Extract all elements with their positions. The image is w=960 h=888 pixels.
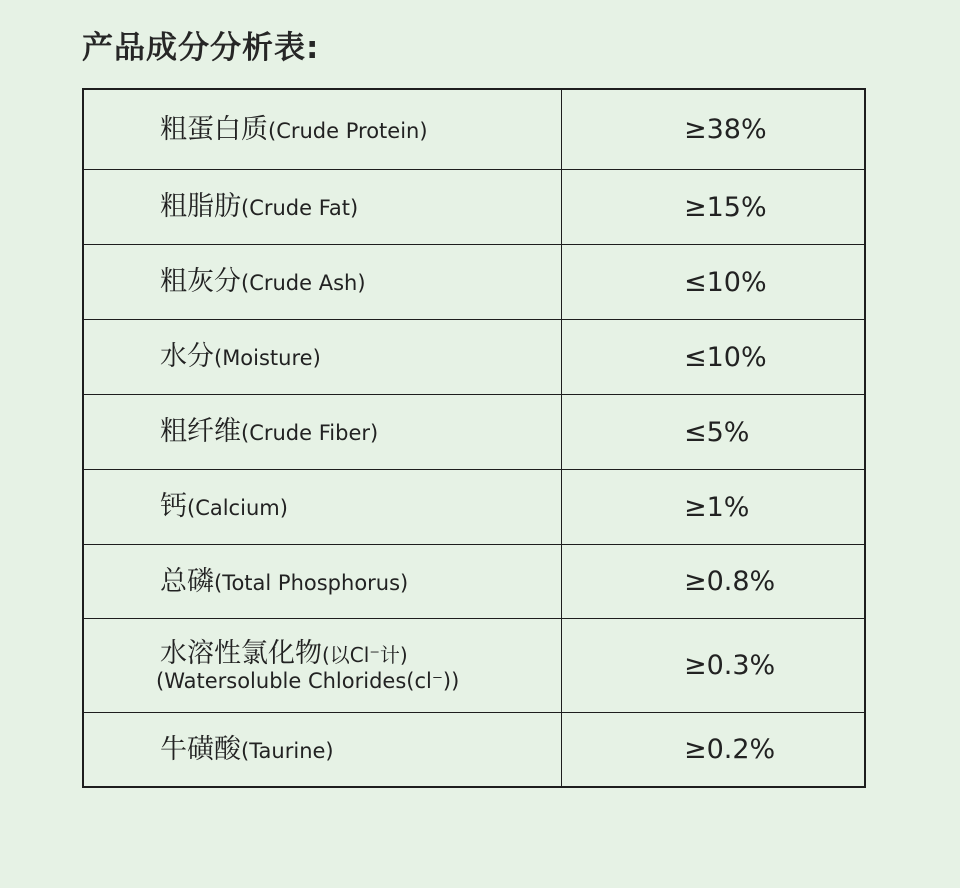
nutrient-name-cell	[84, 395, 562, 469]
nutrient-name-zh: 钙	[160, 491, 187, 523]
nutrient-name-note: (以Cl⁻计)	[322, 642, 408, 667]
nutrient-name-en: (Watersoluble Chlorides(cl⁻))	[156, 668, 460, 693]
nutrient-name-zh: 总磷	[160, 565, 214, 597]
table-row	[84, 245, 864, 320]
nutrient-name-cell	[84, 713, 562, 786]
nutrient-value: ≤10%	[684, 341, 767, 373]
nutrient-name-en: (Crude Ash)	[241, 271, 366, 296]
nutrient-value: ≤5%	[684, 416, 750, 448]
nutrient-name-en: (Taurine)	[241, 738, 334, 763]
nutrient-name-en: (Moisture)	[214, 346, 321, 371]
nutrient-value: ≥0.3%	[684, 650, 776, 681]
table-row	[84, 545, 864, 619]
nutrient-name-cell	[84, 245, 562, 319]
nutrient-value: ≥1%	[684, 491, 750, 523]
nutrient-name-zh: 牛磺酸	[160, 733, 241, 765]
nutrient-name-zh: 水分	[160, 341, 214, 373]
nutrient-name-en: (Crude Fat)	[241, 196, 359, 221]
nutrient-name-zh: 粗脂肪	[160, 191, 241, 223]
nutrient-table	[82, 88, 866, 788]
table-row	[84, 395, 864, 470]
table-row	[84, 470, 864, 545]
nutrient-name-cell	[84, 619, 562, 712]
page-title: 产品成分分析表:	[82, 30, 320, 66]
nutrient-value: ≤10%	[684, 266, 767, 298]
table-row	[84, 170, 864, 245]
nutrient-name-en: (Calcium)	[187, 496, 288, 521]
nutrient-name-en: (Crude Protein)	[268, 118, 428, 143]
nutrient-name-en: (Total Phosphorus)	[214, 570, 409, 595]
nutrient-name-zh: 粗灰分	[160, 266, 241, 298]
nutrient-value: ≥15%	[684, 191, 767, 223]
nutrient-value: ≥0.8%	[684, 566, 776, 597]
nutrient-name-cell	[84, 545, 562, 618]
nutrient-value: ≥38%	[684, 114, 767, 145]
nutrient-name-cell	[84, 320, 562, 394]
nutrient-name-cell	[84, 170, 562, 244]
table-row	[84, 713, 864, 786]
nutrient-name-cell	[84, 470, 562, 544]
nutrient-name-zh: 粗纤维	[160, 416, 241, 448]
nutrient-name-zh: 水溶性氯化物	[160, 637, 322, 669]
table-row	[84, 320, 864, 395]
nutrient-value: ≥0.2%	[684, 734, 776, 765]
nutrient-name-en: (Crude Fiber)	[241, 421, 379, 446]
table-row	[84, 619, 864, 713]
nutrient-name-zh: 粗蛋白质	[160, 113, 268, 145]
table-row	[84, 90, 864, 170]
nutrient-name-cell	[84, 90, 562, 169]
